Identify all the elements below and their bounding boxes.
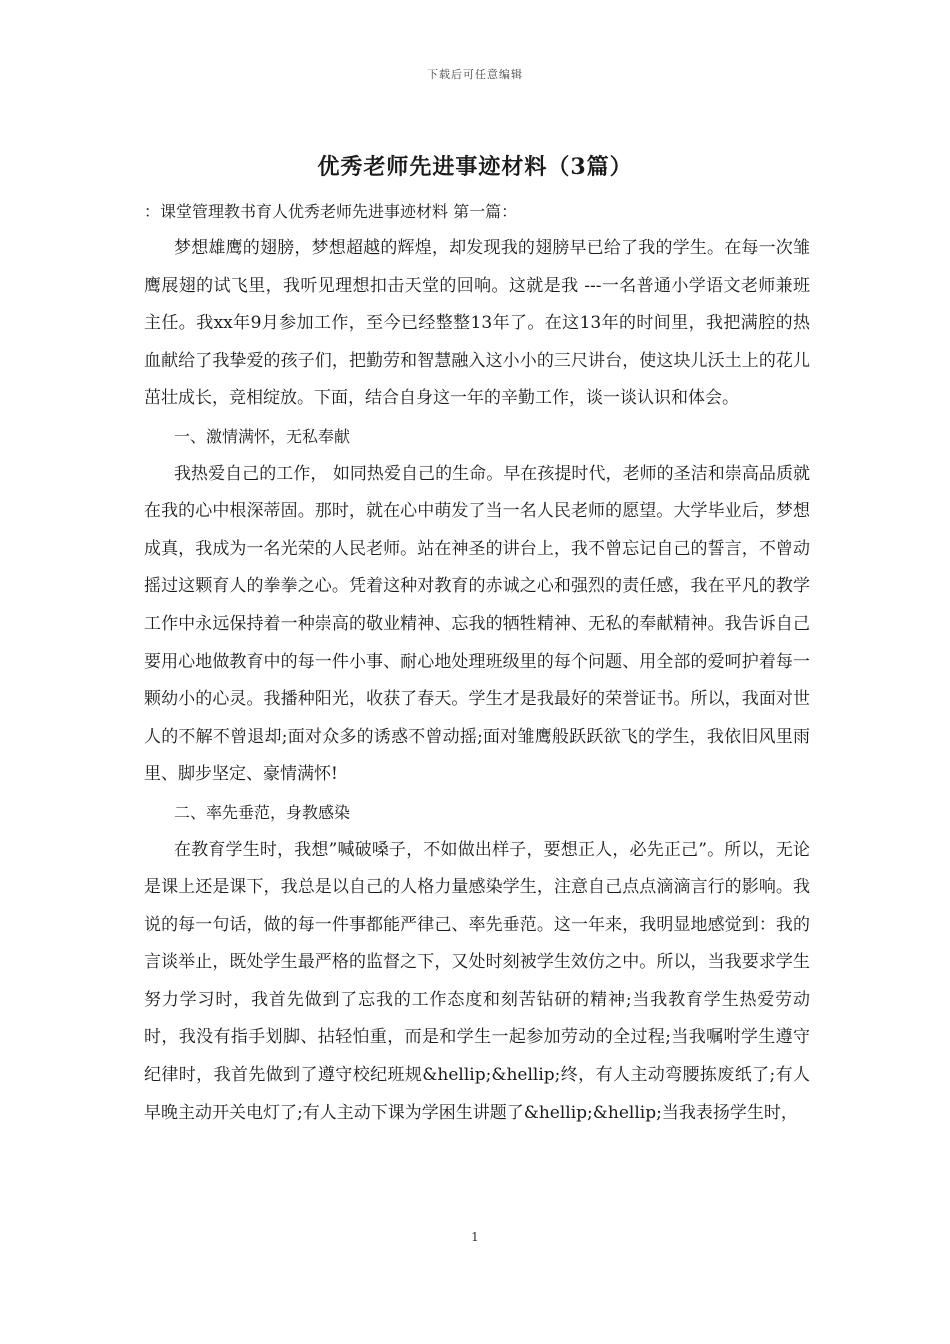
section-heading-1: 一、激情满怀，无私奉献 [174, 426, 351, 446]
section-heading-2: 二、率先垂范，身教感染 [174, 802, 351, 822]
document-title: 优秀老师先进事迹材料（3篇） [317, 154, 633, 180]
header-note: 下载后可任意编辑 [427, 68, 523, 81]
intro-paragraph: 梦想雄鹰的翅膀，梦想超越的辉煌，却发现我的翅膀早已给了我的学生。在每一次雏鹰展翅的试飞里，我听见理想扣击天堂的回响。这就是我 ---一名普通小学语文老师兼班主任。我xx年9月参加工作，至今已经整整13年了。在这13年的时间里，我把满腔的热血献给了我挚爱的孩子们，把勤劳和智慧融入这小小的三尺讲台，使这块儿沃土上的花儿茁壮成长，竞相绽放。下面，结合自身这一年的辛勤工作，谈一谈认识和体会。 [144, 238, 810, 409]
page-number: 1 [471, 1230, 479, 1244]
document-subtitle: ：课堂管理教书育人优秀老师先进事迹材料 第一篇： [144, 202, 518, 221]
section-paragraph-2: 在教育学生时，我想”喊破嗓子，不如做出样子，要想正人，必先正己”。所以，无论是课上还是课下，我总是以自己的人格力量感染学生，注意自己点点滴滴言行的影响。我说的每一句话，做的每一件事都能严律己、率先垂范。这一年来，我明显地感觉到：我的言谈举止，既处学生最严格的监督之下，又处时刻被学生效仿之中。所以，当我要求学生努力学习时，我首先做到了忘我的工作态度和刻苦钻研的精神;当我教育学生热爱劳动时，我没有指手划脚、拈轻怕重，而是和学生一起参加劳动的全过程;当我嘱咐学生遵守纪律时，我首先做到了遵守校纪班规&hellip;&hellip;终，有人主动弯腰拣废纸了;有人早晚主动开关电灯了;有人主动下课为学困生讲题了&hellip;&hellip;当我表扬学生时， [144, 839, 810, 1123]
section-paragraph-1: 我热爱自己的工作， 如同热爱自己的生命。早在孩提时代，老师的圣洁和崇高品质就在我的心中根深蒂固。那时，就在心中萌发了当一名人民老师的愿望。大学毕业后，梦想成真，我成为一名光荣的人民老师。站在神圣的讲台上，我不曾忘记自己的誓言，不曾动摇过这颗育人的拳拳之心。凭着这种对教育的赤诚之心和强烈的责任感，我在平凡的教学工作中永远保持着一种崇高的敬业精神、忘我的牺牲精神、无私的奉献精神。我告诉自己要用心地做教育中的每一件小事、耐心地处理班级里的每个问题、用全部的爱呵护着每一颗幼小的心灵。我播种阳光，收获了春天。学生才是我最好的荣誉证书。所以，我面对世人的不解不曾退却;面对众多的诱惑不曾动摇;面对雏鹰般跃跃欲飞的学生，我依旧风里雨里、脚步坚定、豪情满怀! [144, 463, 810, 785]
document-body [144, 200, 810, 1132]
